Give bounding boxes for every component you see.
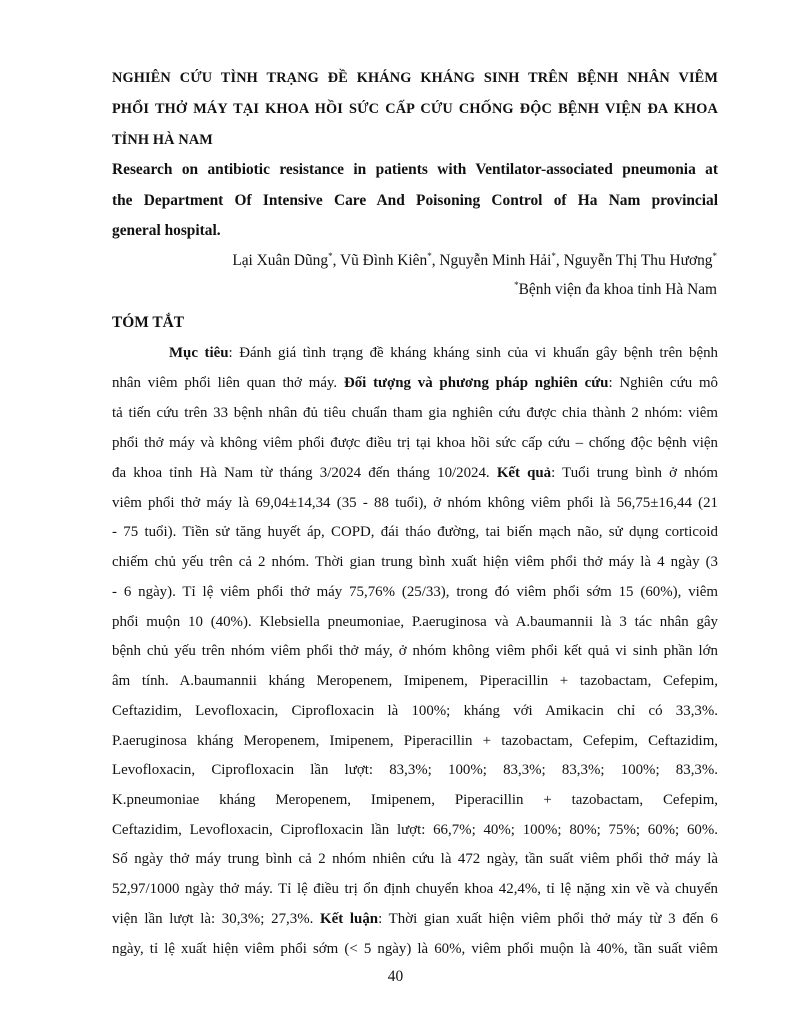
abstract-line-15: Levofloxacin, Ciprofloxacin lần lượt: 83,3%; 100%; 83,3%; 83,3%; 100%; 83,3%. [112, 762, 718, 778]
abstract-line-18: Số ngày thở máy trung bình cả 2 nhóm nhiên cứu là 472 ngày, tần suất viêm phổi thở máy là [112, 851, 718, 867]
text: nhân viêm phổi liên quan thở máy. [112, 375, 344, 391]
author-separator: , [332, 252, 340, 269]
abstract-line-4: phổi thở máy và không viêm phổi được điều trị tại khoa hồi sức cấp cứu – chống độc bệnh viện [112, 435, 718, 451]
abstract-line-8: chiếm chủ yếu trên cả 2 nhóm. Thời gian trung bình xuất hiện viêm phổi thở máy là 4 ngày (3 [112, 554, 718, 570]
abstract-line-11: bệnh chủ yếu trên nhóm viêm phổi thở máy, ở nhóm không viêm phổi kết quả vi sinh phần lớn [112, 643, 718, 659]
abstract-line-7: - 75 tuổi). Tiền sử tăng huyết áp, COPD, đái tháo đường, tai biến mạch não, sử dụng corticoid [112, 524, 718, 540]
title-en-line-3: general hospital. [112, 222, 221, 239]
label-objective: Mục tiêu [169, 345, 229, 361]
abstract-line-10: phổi muộn 10 (40%). Klebsiella pneumoniae, P.aeruginosa và A.baumannii là 3 tác nhân gây [112, 614, 718, 630]
abstract-line-12: âm tính. A.baumannii kháng Meropenem, Imipenem, Piperacillin + tazobactam, Cefepim, [112, 673, 718, 689]
author-4-mark: * [712, 251, 717, 261]
text: viện lần lượt là: 30,3%; 27,3%. [112, 911, 321, 927]
title-vi-line-1: NGHIÊN CỨU TÌNH TRẠNG ĐỀ KHÁNG KHÁNG SINH TRÊN BỆNH NHÂN VIÊM [112, 70, 718, 86]
page-number: 40 [387, 968, 404, 985]
author-3: Nguyễn Minh Hải [439, 252, 552, 269]
abstract-line-20 [112, 911, 718, 928]
abstract-line-19: 52,97/1000 ngày thở máy. Tỉ lệ điều trị ổn định chuyển khoa 42,4%, tỉ lệ nặng xin về và chuyển [112, 881, 718, 897]
section-heading: TÓM TẮT [112, 314, 184, 331]
author-1-mark: * [328, 251, 333, 261]
abstract-line-14: P.aeruginosa kháng Meropenem, Imipenem, Piperacillin + tazobactam, Cefepim, Ceftazidim, [112, 733, 718, 749]
label-methods: Đối tượng và phương pháp nghiên cứu [343, 375, 609, 391]
label-results: Kết quả [496, 465, 552, 481]
abstract-line-6: viêm phổi thở máy là 69,04±14,34 (35 - 88 tuổi), ở nhóm không viêm phổi là 56,75±16,44 (21 [112, 495, 718, 511]
author-separator: , [431, 252, 440, 269]
abstract-line-17: Ceftazidim, Levofloxacin, Ciprofloxacin lần lượt: 66,7%; 40%; 100%; 80%; 75%; 60%; 60%. [112, 822, 718, 838]
text: : Nghiên cứu mô [608, 375, 718, 391]
abstract-line-2 [112, 375, 718, 392]
text: : Thời gian xuất hiện viêm phổi thở máy từ 3 đến 6 [378, 911, 718, 927]
label-conclusion: Kết luận [320, 911, 379, 927]
affiliation [514, 281, 717, 299]
affiliation-mark: * [514, 280, 519, 290]
text: : Đánh giá tình trạng đề kháng kháng sinh của vi khuẩn gây bệnh trên bệnh [228, 345, 718, 361]
title-en-line-2: the Department Of Intensive Care And Poisoning Control of Ha Nam provincial [112, 192, 718, 209]
abstract-line-9: - 6 ngày). Tỉ lệ viêm phổi thở máy 75,76% (25/33), trong đó viêm phổi sớm 15 (60%), viêm [112, 584, 718, 600]
author-4: Nguyễn Thị Thu Hương [563, 252, 713, 269]
author-list [232, 252, 717, 270]
title-vi-line-3: TỈNH HÀ NAM [112, 132, 213, 148]
text: đa khoa tỉnh Hà Nam từ tháng 3/2024 đến tháng 10/2024. [112, 465, 497, 481]
abstract-line-21: ngày, tỉ lệ xuất hiện viêm phổi sớm (< 5 ngày) là 60%, viêm phổi muộn là 40%, tần suất viêm [112, 941, 718, 957]
title-en-line-1: Research on antibiotic resistance in patients with Ventilator-associated pneumonia at [112, 161, 718, 178]
title-vi-line-2: PHỔI THỞ MÁY TẠI KHOA HỒI SỨC CẤP CỨU CHỐNG ĐỘC BỆNH VIỆN ĐA KHOA [112, 101, 718, 117]
author-1: Lại Xuân Dũng [232, 252, 329, 269]
author-2-mark: * [427, 251, 432, 261]
abstract-line-1 [169, 345, 718, 362]
abstract-line-5 [112, 465, 718, 482]
author-2: Vũ Đình Kiên [340, 252, 428, 269]
text: : Tuổi trung bình ở nhóm [551, 465, 718, 481]
author-3-mark: * [551, 251, 556, 261]
affiliation-text: Bệnh viện đa khoa tỉnh Hà Nam [518, 281, 717, 298]
abstract-line-13: Ceftazidim, Levofloxacin, Ciprofloxacin là 100%; kháng với Amikacin chỉ có 33,3%. [112, 703, 718, 719]
abstract-line-16: K.pneumoniae kháng Meropenem, Imipenem, Piperacillin + tazobactam, Cefepim, [112, 792, 718, 808]
author-separator: , [555, 252, 564, 269]
abstract-line-3: tả tiến cứu trên 33 bệnh nhân đủ tiêu chuẩn tham gia nghiên cứu được chia thành 2 nhóm: viêm [112, 405, 718, 421]
